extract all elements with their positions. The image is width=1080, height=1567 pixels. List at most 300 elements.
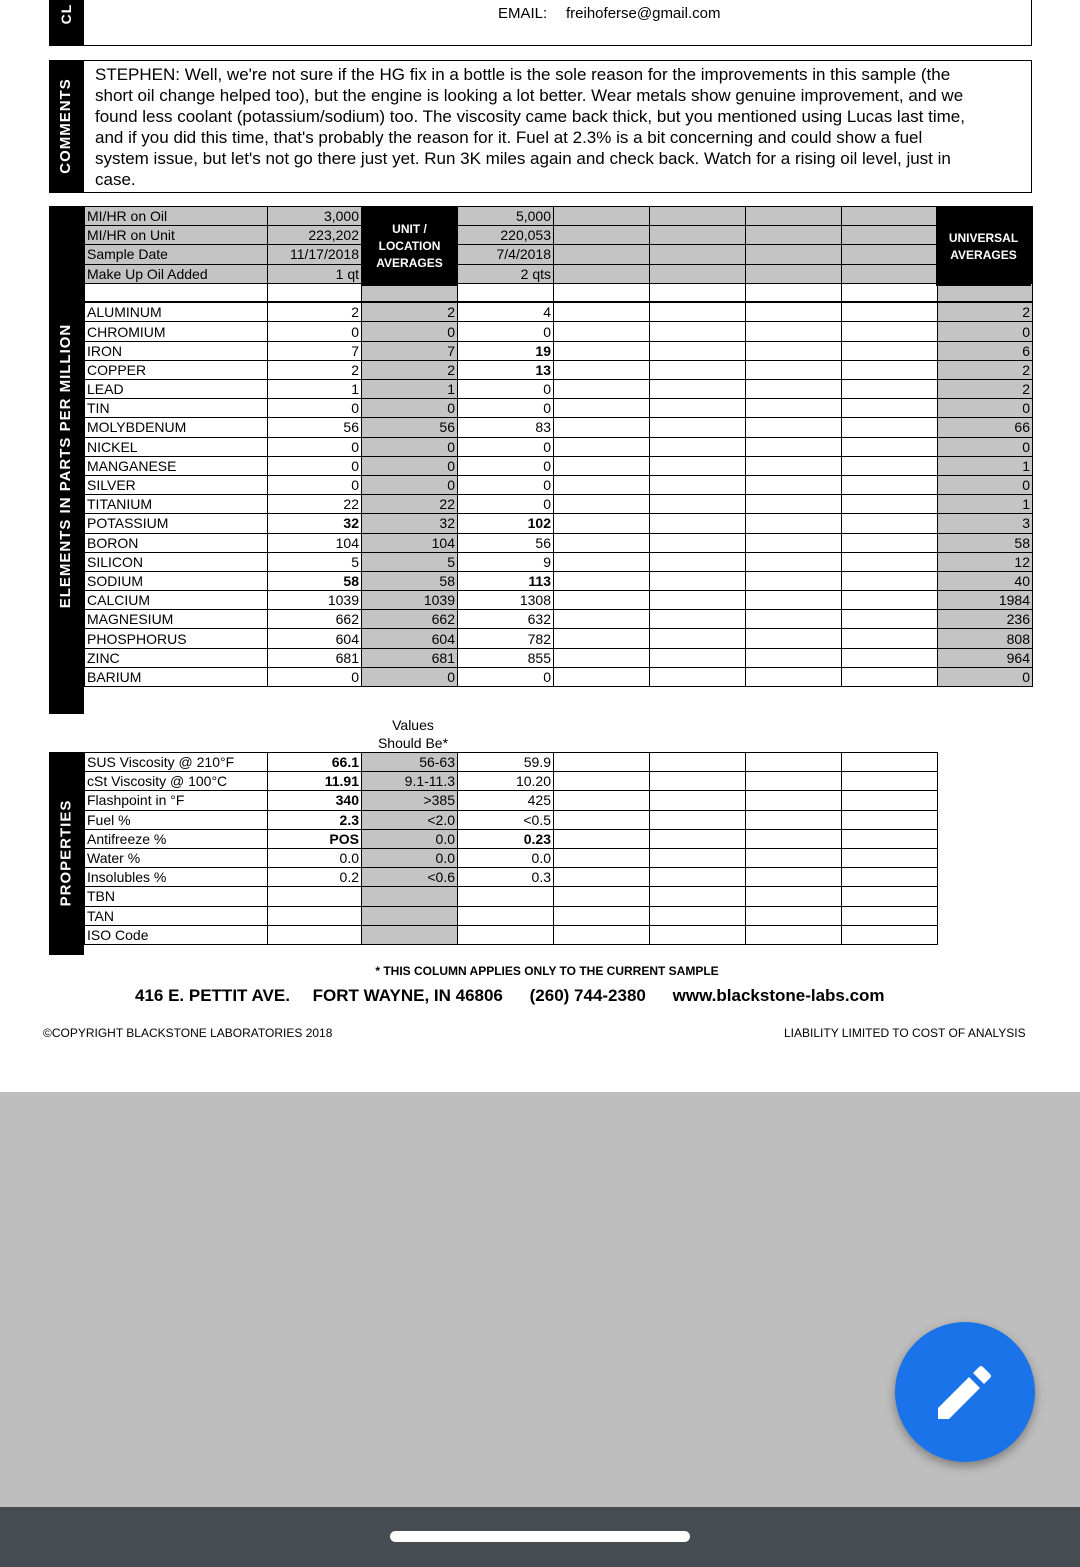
property-name: Fuel % (85, 810, 268, 829)
empty-sample-cell (554, 533, 650, 552)
empty-sample-cell (650, 591, 746, 610)
empty-sample-cell (650, 887, 746, 906)
property-current: 66.1 (268, 753, 362, 772)
info-current: 11/17/2018 (268, 245, 362, 264)
empty-sample-cell (650, 302, 746, 322)
property-row (85, 772, 938, 791)
element-current: 0 (268, 437, 362, 456)
empty-sample-cell (842, 399, 938, 418)
element-universal: 964 (938, 648, 1033, 667)
element-row (85, 552, 1033, 571)
properties-sidebar (49, 752, 84, 955)
element-name: ZINC (85, 648, 268, 667)
elements-sidebar (49, 206, 84, 714)
empty-sample-cell (746, 322, 842, 341)
info-label: Make Up Oil Added (85, 264, 268, 283)
property-previous (458, 906, 554, 925)
element-current: 22 (268, 495, 362, 514)
empty-sample-cell (746, 495, 842, 514)
element-name: TIN (85, 399, 268, 418)
empty-sample-cell (746, 772, 842, 791)
empty-sample-cell (842, 437, 938, 456)
property-name: Flashpoint in °F (85, 791, 268, 810)
element-previous: 13 (458, 360, 554, 379)
empty-sample-cell (842, 341, 938, 360)
empty-sample-cell (746, 906, 842, 925)
element-unit-avg: 2 (362, 302, 458, 322)
element-universal: 0 (938, 667, 1033, 686)
element-universal: 3 (938, 514, 1033, 533)
email-label: EMAIL: (498, 5, 548, 22)
empty-sample-cell (746, 887, 842, 906)
empty-sample-cell (842, 264, 938, 283)
property-current (268, 925, 362, 944)
element-previous: 632 (458, 610, 554, 629)
empty-sample-cell (554, 552, 650, 571)
empty-sample-cell (554, 848, 650, 867)
empty-sample-cell (842, 925, 938, 944)
empty-sample-cell (554, 829, 650, 848)
element-unit-avg: 0 (362, 437, 458, 456)
element-previous: 9 (458, 552, 554, 571)
property-row (85, 810, 938, 829)
empty-sample-cell (650, 772, 746, 791)
element-name: MAGNESIUM (85, 610, 268, 629)
spacer-cell (842, 283, 938, 302)
empty-sample-cell (650, 810, 746, 829)
empty-sample-cell (554, 302, 650, 322)
empty-sample-cell (842, 514, 938, 533)
info-previous: 5,000 (458, 207, 554, 226)
empty-sample-cell (746, 925, 842, 944)
element-previous: 0 (458, 495, 554, 514)
element-universal: 6 (938, 341, 1033, 360)
element-current: 2 (268, 360, 362, 379)
property-should-be: 0.0 (362, 829, 458, 848)
empty-sample-cell (746, 418, 842, 437)
element-row (85, 456, 1033, 475)
empty-sample-cell (650, 207, 746, 226)
client-side-label: CL (58, 3, 74, 25)
element-universal: 12 (938, 552, 1033, 571)
property-current (268, 887, 362, 906)
property-row (85, 868, 938, 887)
element-current: 7 (268, 341, 362, 360)
copyright: ©COPYRIGHT BLACKSTONE LABORATORIES 2018 (43, 1026, 333, 1040)
empty-sample-cell (842, 667, 938, 686)
property-should-be: <2.0 (362, 810, 458, 829)
empty-sample-cell (650, 322, 746, 341)
empty-sample-cell (746, 226, 842, 245)
element-previous: 0 (458, 399, 554, 418)
spacer-cell (554, 283, 650, 302)
empty-sample-cell (554, 791, 650, 810)
empty-sample-cell (842, 810, 938, 829)
element-current: 0 (268, 667, 362, 686)
element-current: 5 (268, 552, 362, 571)
empty-sample-cell (842, 610, 938, 629)
element-universal: 0 (938, 437, 1033, 456)
spacer-cell (938, 283, 1033, 302)
empty-sample-cell (842, 829, 938, 848)
should-be-header (362, 716, 464, 752)
element-name: POTASSIUM (85, 514, 268, 533)
element-previous: 0 (458, 437, 554, 456)
spacer-cell (650, 283, 746, 302)
element-unit-avg: 104 (362, 533, 458, 552)
element-current: 32 (268, 514, 362, 533)
empty-sample-cell (842, 591, 938, 610)
element-unit-avg: 681 (362, 648, 458, 667)
element-name: MOLYBDENUM (85, 418, 268, 437)
element-name: SILICON (85, 552, 268, 571)
phone: (260) 744-2380 (529, 986, 646, 1005)
property-current: 340 (268, 791, 362, 810)
spacer-cell (746, 283, 842, 302)
element-unit-avg: 2 (362, 360, 458, 379)
empty-sample-cell (650, 495, 746, 514)
element-row (85, 399, 1033, 418)
property-name: TAN (85, 906, 268, 925)
empty-sample-cell (650, 610, 746, 629)
element-universal: 1984 (938, 591, 1033, 610)
column-note: * THIS COLUMN APPLIES ONLY TO THE CURRENT SAMPLE (375, 964, 719, 978)
element-previous: 102 (458, 514, 554, 533)
element-universal: 66 (938, 418, 1033, 437)
empty-sample-cell (746, 648, 842, 667)
comments-side-label: COMMENTS (57, 78, 74, 174)
property-previous (458, 925, 554, 944)
spacer-row (85, 283, 1033, 302)
element-previous: 113 (458, 571, 554, 590)
address: 416 E. PETTIT AVE. (135, 986, 290, 1005)
property-previous (458, 887, 554, 906)
property-name: cSt Viscosity @ 100°C (85, 772, 268, 791)
empty-sample-cell (746, 475, 842, 494)
property-row (85, 753, 938, 772)
empty-sample-cell (554, 360, 650, 379)
element-previous: 56 (458, 533, 554, 552)
element-current: 1 (268, 380, 362, 399)
empty-sample-cell (554, 772, 650, 791)
property-should-be: 9.1-11.3 (362, 772, 458, 791)
info-current: 1 qt (268, 264, 362, 283)
empty-sample-cell (842, 629, 938, 648)
element-row (85, 667, 1033, 686)
empty-sample-cell (746, 753, 842, 772)
property-name: Water % (85, 848, 268, 867)
property-name: Antifreeze % (85, 829, 268, 848)
empty-sample-cell (746, 437, 842, 456)
element-current: 1039 (268, 591, 362, 610)
property-name: SUS Viscosity @ 210°F (85, 753, 268, 772)
empty-sample-cell (746, 380, 842, 399)
empty-sample-cell (842, 887, 938, 906)
empty-sample-cell (554, 610, 650, 629)
empty-sample-cell (746, 514, 842, 533)
empty-sample-cell (554, 322, 650, 341)
empty-sample-cell (746, 591, 842, 610)
empty-sample-cell (842, 571, 938, 590)
element-universal: 1 (938, 495, 1033, 514)
element-row (85, 418, 1033, 437)
should-be-line1: Values (392, 717, 434, 733)
empty-sample-cell (842, 648, 938, 667)
properties-table (84, 752, 938, 945)
empty-sample-cell (650, 341, 746, 360)
property-current: 0.2 (268, 868, 362, 887)
empty-sample-cell (554, 571, 650, 590)
spacer-cell (362, 283, 458, 302)
property-previous: 59.9 (458, 753, 554, 772)
element-unit-avg: 0 (362, 475, 458, 494)
empty-sample-cell (746, 341, 842, 360)
empty-sample-cell (842, 322, 938, 341)
empty-sample-cell (842, 906, 938, 925)
element-unit-avg: 0 (362, 667, 458, 686)
element-row (85, 322, 1033, 341)
empty-sample-cell (650, 925, 746, 944)
property-current: 2.3 (268, 810, 362, 829)
info-previous: 7/4/2018 (458, 245, 554, 264)
empty-sample-cell (746, 456, 842, 475)
element-universal: 0 (938, 475, 1033, 494)
property-should-be: 56-63 (362, 753, 458, 772)
client-sidebar (49, 0, 83, 46)
element-unit-avg: 58 (362, 571, 458, 590)
empty-sample-cell (842, 533, 938, 552)
empty-sample-cell (650, 456, 746, 475)
empty-sample-cell (746, 848, 842, 867)
element-unit-avg: 56 (362, 418, 458, 437)
element-name: CHROMIUM (85, 322, 268, 341)
property-row (85, 848, 938, 867)
element-row (85, 475, 1033, 494)
element-previous: 83 (458, 418, 554, 437)
element-unit-avg: 7 (362, 341, 458, 360)
empty-sample-cell (554, 418, 650, 437)
empty-sample-cell (554, 380, 650, 399)
element-name: PHOSPHORUS (85, 629, 268, 648)
element-row (85, 648, 1033, 667)
element-previous: 19 (458, 341, 554, 360)
empty-sample-cell (746, 829, 842, 848)
element-previous: 4 (458, 302, 554, 322)
empty-sample-cell (650, 791, 746, 810)
info-previous: 220,053 (458, 226, 554, 245)
empty-sample-cell (650, 437, 746, 456)
empty-sample-cell (554, 207, 650, 226)
info-row (85, 207, 1033, 226)
elements-table (84, 206, 1033, 687)
empty-sample-cell (746, 264, 842, 283)
empty-sample-cell (746, 245, 842, 264)
element-name: ALUMINUM (85, 302, 268, 322)
empty-sample-cell (746, 533, 842, 552)
address-line (135, 986, 885, 1006)
element-previous: 0 (458, 380, 554, 399)
empty-sample-cell (554, 475, 650, 494)
element-current: 104 (268, 533, 362, 552)
pencil-icon (895, 1322, 1035, 1462)
element-name: COPPER (85, 360, 268, 379)
spacer-cell (85, 283, 268, 302)
empty-sample-cell (842, 302, 938, 322)
empty-sample-cell (842, 226, 938, 245)
empty-sample-cell (650, 906, 746, 925)
property-should-be: >385 (362, 791, 458, 810)
empty-sample-cell (746, 629, 842, 648)
property-name: ISO Code (85, 925, 268, 944)
empty-sample-cell (554, 437, 650, 456)
element-row (85, 341, 1033, 360)
element-unit-avg: 0 (362, 322, 458, 341)
empty-sample-cell (746, 667, 842, 686)
info-label: MI/HR on Oil (85, 207, 268, 226)
empty-sample-cell (842, 868, 938, 887)
info-current: 223,202 (268, 226, 362, 245)
element-name: SODIUM (85, 571, 268, 590)
element-universal: 0 (938, 399, 1033, 418)
property-should-be (362, 925, 458, 944)
element-name: SILVER (85, 475, 268, 494)
empty-sample-cell (650, 571, 746, 590)
unit-averages-header-text: UNIT / LOCATION AVERAGES (376, 222, 443, 270)
property-should-be (362, 887, 458, 906)
empty-sample-cell (554, 868, 650, 887)
home-handle[interactable] (390, 1531, 690, 1542)
info-previous: 2 qts (458, 264, 554, 283)
element-previous: 0 (458, 667, 554, 686)
element-previous: 0 (458, 322, 554, 341)
empty-sample-cell (746, 207, 842, 226)
element-current: 0 (268, 322, 362, 341)
element-current: 0 (268, 475, 362, 494)
element-unit-avg: 5 (362, 552, 458, 571)
navigation-bar (0, 1507, 1080, 1567)
element-row (85, 360, 1033, 379)
element-name: CALCIUM (85, 591, 268, 610)
element-name: NICKEL (85, 437, 268, 456)
comments-sidebar (49, 60, 83, 193)
property-previous: 425 (458, 791, 554, 810)
empty-sample-cell (842, 245, 938, 264)
element-universal: 0 (938, 322, 1033, 341)
element-universal: 1 (938, 456, 1033, 475)
element-universal: 236 (938, 610, 1033, 629)
empty-sample-cell (650, 829, 746, 848)
element-current: 2 (268, 302, 362, 322)
element-unit-avg: 22 (362, 495, 458, 514)
empty-sample-cell (650, 552, 746, 571)
empty-sample-cell (746, 302, 842, 322)
empty-sample-cell (554, 226, 650, 245)
empty-sample-cell (842, 791, 938, 810)
element-current: 0 (268, 456, 362, 475)
property-current: 11.91 (268, 772, 362, 791)
empty-sample-cell (746, 868, 842, 887)
empty-sample-cell (746, 552, 842, 571)
element-previous: 855 (458, 648, 554, 667)
empty-sample-cell (554, 667, 650, 686)
element-universal: 808 (938, 629, 1033, 648)
element-unit-avg: 32 (362, 514, 458, 533)
info-label: Sample Date (85, 245, 268, 264)
liability: LIABILITY LIMITED TO COST OF ANALYSIS (784, 1026, 1026, 1040)
property-row (85, 829, 938, 848)
element-name: BARIUM (85, 667, 268, 686)
property-current: POS (268, 829, 362, 848)
spacer-cell (458, 283, 554, 302)
empty-sample-cell (746, 360, 842, 379)
properties-side-label: PROPERTIES (57, 799, 75, 907)
spacer-cell (268, 283, 362, 302)
empty-sample-cell (554, 753, 650, 772)
empty-sample-cell (650, 475, 746, 494)
empty-sample-cell (650, 533, 746, 552)
property-name: Insolubles % (85, 868, 268, 887)
property-row (85, 906, 938, 925)
empty-sample-cell (842, 360, 938, 379)
element-row (85, 610, 1033, 629)
element-current: 681 (268, 648, 362, 667)
property-should-be: 0.0 (362, 848, 458, 867)
universal-averages-header-text: UNIVERSAL AVERAGES (948, 230, 1019, 262)
empty-sample-cell (650, 226, 746, 245)
property-previous: 0.0 (458, 848, 554, 867)
element-current: 604 (268, 629, 362, 648)
property-current (268, 906, 362, 925)
element-row (85, 591, 1033, 610)
comments-text: STEPHEN: Well, we're not sure if the HG fix in a bottle is the sole reason for the improvements in this sample (the short oil change helped too), but the engine is looking a lot better. Wear metals show genuine improvement, and we found less coolant (potassium/sodium) too. The viscosity came back thick, but you mentioned using Lucas last time, and if you did this time, that's probably the reason for it. Fuel at 2.3% is a bit concerning and could show a fuel system issue, but let's not go there just yet. Run 3K miles again and check back. Watch for a rising oil level, just in case. (95, 65, 965, 189)
universal-averages-header (936, 207, 1031, 286)
element-current: 662 (268, 610, 362, 629)
property-current: 0.0 (268, 848, 362, 867)
element-previous: 0 (458, 475, 554, 494)
empty-sample-cell (842, 772, 938, 791)
property-previous: 0.23 (458, 829, 554, 848)
element-row (85, 495, 1033, 514)
element-unit-avg: 0 (362, 456, 458, 475)
element-unit-avg: 1 (362, 380, 458, 399)
email-value: freihoferse@gmail.com (566, 5, 721, 22)
property-row (85, 887, 938, 906)
empty-sample-cell (842, 456, 938, 475)
empty-sample-cell (842, 495, 938, 514)
element-name: TITANIUM (85, 495, 268, 514)
property-should-be (362, 906, 458, 925)
edit-button[interactable] (895, 1322, 1035, 1462)
empty-sample-cell (650, 418, 746, 437)
element-name: BORON (85, 533, 268, 552)
empty-sample-cell (842, 475, 938, 494)
empty-sample-cell (554, 887, 650, 906)
element-unit-avg: 604 (362, 629, 458, 648)
element-name: IRON (85, 341, 268, 360)
empty-sample-cell (746, 810, 842, 829)
empty-sample-cell (842, 552, 938, 571)
element-previous: 1308 (458, 591, 554, 610)
element-universal: 2 (938, 302, 1033, 322)
info-current: 3,000 (268, 207, 362, 226)
info-label: MI/HR on Unit (85, 226, 268, 245)
element-current: 58 (268, 571, 362, 590)
property-name: TBN (85, 887, 268, 906)
empty-sample-cell (650, 514, 746, 533)
empty-sample-cell (554, 341, 650, 360)
client-box (83, 0, 1032, 46)
empty-sample-cell (842, 207, 938, 226)
